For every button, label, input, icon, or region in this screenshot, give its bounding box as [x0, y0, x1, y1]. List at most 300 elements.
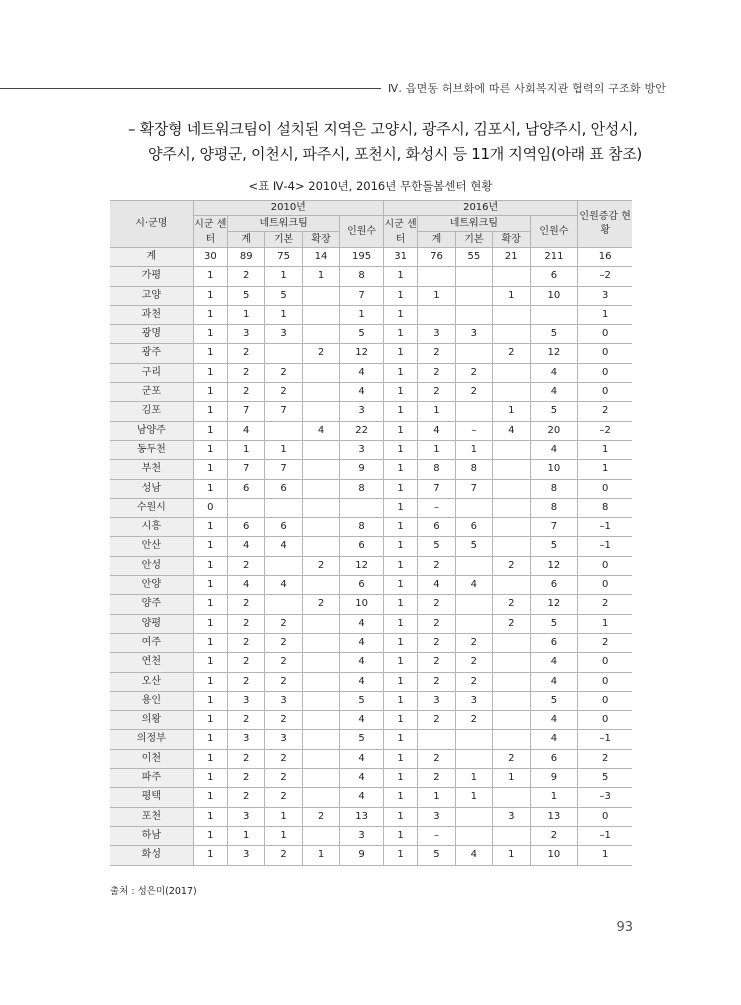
- table-cell: 4: [340, 633, 384, 652]
- region-name-cell: 가평: [110, 267, 193, 286]
- table-cell: 0: [578, 363, 632, 382]
- table-cell: 7: [265, 460, 302, 479]
- table-cell: 2: [418, 769, 455, 788]
- table-cell: 2: [455, 711, 492, 730]
- table-row: [110, 846, 632, 865]
- table-cell: 2: [455, 633, 492, 652]
- header-region: 시·군명: [110, 201, 193, 248]
- table-cell: –: [455, 421, 492, 440]
- table-cell: 1: [455, 769, 492, 788]
- table-row: [110, 788, 632, 807]
- table-cell: [340, 498, 384, 517]
- table-cell: 1: [193, 421, 227, 440]
- table-cell: 0: [578, 653, 632, 672]
- region-name-cell: 고양: [110, 286, 193, 305]
- table-row: [110, 537, 632, 556]
- table-cell: 2: [227, 267, 264, 286]
- table-cell: 4: [418, 421, 455, 440]
- region-name-cell: 남양주: [110, 421, 193, 440]
- table-cell: 3: [418, 691, 455, 710]
- table-cell: 2: [418, 556, 455, 575]
- table-cell: 1: [193, 807, 227, 826]
- table-cell: 9: [530, 769, 578, 788]
- table-cell: [455, 595, 492, 614]
- table-cell: [493, 672, 530, 691]
- table-cell: 1: [578, 440, 632, 459]
- table-row: [110, 479, 632, 498]
- table-cell: 75: [265, 248, 302, 267]
- table-cell: [455, 614, 492, 633]
- table-cell: [493, 440, 530, 459]
- table-cell: 1: [265, 267, 302, 286]
- table-cell: 8: [530, 498, 578, 517]
- table-cell: 0: [578, 807, 632, 826]
- table-cell: [455, 267, 492, 286]
- table-cell: 21: [493, 248, 530, 267]
- table-cell: 7: [227, 402, 264, 421]
- table-cell: [493, 711, 530, 730]
- table-cell: 89: [227, 248, 264, 267]
- table-cell: [302, 363, 339, 382]
- table-cell: –1: [578, 518, 632, 537]
- table-cell: 1: [193, 460, 227, 479]
- table-cell: 1: [578, 846, 632, 865]
- table-cell: 4: [340, 711, 384, 730]
- table-cell: 4: [302, 421, 339, 440]
- table-cell: 4: [340, 769, 384, 788]
- table-cell: 2: [418, 672, 455, 691]
- table-cell: –: [418, 498, 455, 517]
- table-cell: 12: [340, 556, 384, 575]
- table-cell: [302, 672, 339, 691]
- table-cell: [455, 556, 492, 575]
- table-cell: 5: [530, 325, 578, 344]
- page-number: 93: [616, 920, 633, 935]
- table-cell: 2: [227, 788, 264, 807]
- region-name-cell: 김포: [110, 402, 193, 421]
- table-cell: [493, 788, 530, 807]
- region-name-cell: 부천: [110, 460, 193, 479]
- table-cell: [265, 556, 302, 575]
- table-cell: 1: [383, 479, 417, 498]
- table-cell: 1: [193, 595, 227, 614]
- table-row: [110, 595, 632, 614]
- table-cell: 2: [302, 807, 339, 826]
- table-cell: [493, 305, 530, 324]
- table-source: 출처 : 성은미(2017): [110, 886, 197, 897]
- table-row: [110, 363, 632, 382]
- table-cell: [418, 267, 455, 286]
- table-row: [110, 691, 632, 710]
- table-cell: 1: [455, 788, 492, 807]
- table-cell: 2: [265, 363, 302, 382]
- header-expand-2010: 확장: [302, 232, 339, 248]
- table-cell: 0: [193, 498, 227, 517]
- header-basic-2016: 기본: [455, 232, 492, 248]
- region-name-cell: 수원시: [110, 498, 193, 517]
- header-total-2010: 계: [227, 232, 264, 248]
- table-cell: 2: [578, 749, 632, 768]
- table-body: [110, 248, 632, 866]
- table-cell: 2: [455, 653, 492, 672]
- table-cell: 1: [383, 286, 417, 305]
- table-cell: [455, 402, 492, 421]
- table-cell: 2: [265, 672, 302, 691]
- table-cell: [302, 498, 339, 517]
- table-cell: 2: [265, 653, 302, 672]
- table-cell: [265, 421, 302, 440]
- table-cell: 2: [530, 826, 578, 845]
- table-cell: 6: [340, 537, 384, 556]
- table-row: [110, 653, 632, 672]
- table-cell: 2: [302, 556, 339, 575]
- table-row: [110, 383, 632, 402]
- table-cell: [493, 691, 530, 710]
- table-cell: 1: [418, 402, 455, 421]
- table-cell: 55: [455, 248, 492, 267]
- table-cell: 2: [227, 383, 264, 402]
- header-staff-2016: 인원수: [530, 216, 578, 248]
- table-row: [110, 286, 632, 305]
- table-row: [110, 498, 632, 517]
- table-cell: [493, 537, 530, 556]
- table-cell: 3: [227, 807, 264, 826]
- table-cell: 2: [418, 614, 455, 633]
- table-cell: 1: [265, 440, 302, 459]
- table-cell: [493, 498, 530, 517]
- table-cell: 2: [227, 614, 264, 633]
- table-cell: 2: [302, 344, 339, 363]
- table-cell: 1: [193, 325, 227, 344]
- region-name-cell: 여주: [110, 633, 193, 652]
- header-rule: [0, 88, 381, 89]
- region-name-cell: 광주: [110, 344, 193, 363]
- table-cell: 1: [383, 691, 417, 710]
- table-cell: 6: [530, 749, 578, 768]
- table-cell: [302, 286, 339, 305]
- table-cell: 1: [383, 730, 417, 749]
- table-cell: [302, 460, 339, 479]
- table-cell: [302, 826, 339, 845]
- table-cell: 2: [418, 633, 455, 652]
- table-cell: 0: [578, 711, 632, 730]
- region-name-cell: 동두천: [110, 440, 193, 459]
- table-row: [110, 344, 632, 363]
- table-cell: 1: [265, 826, 302, 845]
- table-cell: 6: [418, 518, 455, 537]
- table-cell: [455, 807, 492, 826]
- table-cell: [302, 788, 339, 807]
- table-cell: 1: [418, 286, 455, 305]
- table-cell: 211: [530, 248, 578, 267]
- table-cell: [493, 826, 530, 845]
- table-row: [110, 769, 632, 788]
- table-cell: 5: [418, 846, 455, 865]
- table-cell: 4: [340, 788, 384, 807]
- table-cell: 2: [578, 595, 632, 614]
- table-cell: 2: [418, 595, 455, 614]
- table-cell: –1: [578, 537, 632, 556]
- region-name-cell: 광명: [110, 325, 193, 344]
- table-cell: [493, 363, 530, 382]
- table-cell: 3: [227, 691, 264, 710]
- region-name-cell: 화성: [110, 846, 193, 865]
- table-cell: 4: [227, 537, 264, 556]
- region-name-cell: 포천: [110, 807, 193, 826]
- region-name-cell: 이천: [110, 749, 193, 768]
- table-cell: [493, 460, 530, 479]
- table-cell: 12: [340, 344, 384, 363]
- table-cell: 4: [227, 576, 264, 595]
- table-cell: 1: [383, 846, 417, 865]
- table-cell: 1: [193, 711, 227, 730]
- table-cell: 2: [418, 344, 455, 363]
- table-cell: 6: [530, 267, 578, 286]
- body-text-line-2: 양주시, 양평군, 이천시, 파주시, 포천시, 화성시 등 11개 지역임(아래 표 참조): [148, 145, 642, 163]
- table-cell: 1: [383, 498, 417, 517]
- table-cell: 1: [193, 633, 227, 652]
- table-cell: 2: [455, 383, 492, 402]
- table-cell: 1: [578, 460, 632, 479]
- table-cell: 2: [265, 614, 302, 633]
- table-cell: 1: [383, 653, 417, 672]
- table-cell: 2: [227, 749, 264, 768]
- table-row: [110, 711, 632, 730]
- table-cell: 5: [340, 730, 384, 749]
- table-cell: 10: [530, 846, 578, 865]
- table-cell: 8: [455, 460, 492, 479]
- table-cell: 1: [227, 440, 264, 459]
- table-cell: 7: [455, 479, 492, 498]
- table-cell: 2: [227, 672, 264, 691]
- table-cell: 12: [530, 595, 578, 614]
- table-cell: 3: [340, 440, 384, 459]
- table-cell: 2: [493, 344, 530, 363]
- table-cell: 1: [530, 788, 578, 807]
- table-cell: 1: [383, 788, 417, 807]
- table-cell: 1: [193, 440, 227, 459]
- table-cell: 1: [383, 383, 417, 402]
- table-cell: –2: [578, 267, 632, 286]
- table-cell: 4: [418, 576, 455, 595]
- table-cell: 4: [455, 576, 492, 595]
- table-cell: 20: [530, 421, 578, 440]
- table-cell: 1: [193, 556, 227, 575]
- table-cell: 10: [340, 595, 384, 614]
- table-cell: 4: [340, 672, 384, 691]
- table-cell: 6: [530, 633, 578, 652]
- table-cell: 5: [530, 691, 578, 710]
- table-cell: 2: [302, 595, 339, 614]
- table-cell: 6: [227, 518, 264, 537]
- table-cell: 2: [418, 363, 455, 382]
- table-cell: 2: [455, 672, 492, 691]
- table-cell: [455, 826, 492, 845]
- region-name-cell: 계: [110, 248, 193, 267]
- table-cell: 1: [193, 653, 227, 672]
- table-cell: 8: [530, 479, 578, 498]
- table-row: [110, 672, 632, 691]
- table-cell: [530, 305, 578, 324]
- table-cell: 1: [493, 286, 530, 305]
- table-cell: 1: [383, 576, 417, 595]
- table-cell: 1: [193, 691, 227, 710]
- table-cell: 6: [455, 518, 492, 537]
- table-cell: 3: [493, 807, 530, 826]
- table-cell: 1: [383, 344, 417, 363]
- table-cell: 4: [340, 749, 384, 768]
- table-cell: 1: [383, 826, 417, 845]
- table-cell: 3: [265, 730, 302, 749]
- table-cell: 2: [227, 653, 264, 672]
- table-cell: 1: [193, 730, 227, 749]
- table-cell: 2: [227, 595, 264, 614]
- table-cell: 2: [227, 344, 264, 363]
- table-cell: 2: [493, 595, 530, 614]
- table-cell: 8: [418, 460, 455, 479]
- region-name-cell: 의왕: [110, 711, 193, 730]
- table-cell: [302, 653, 339, 672]
- table-cell: 2: [493, 556, 530, 575]
- table-cell: 3: [265, 691, 302, 710]
- table-cell: 2: [455, 363, 492, 382]
- table-cell: 1: [193, 614, 227, 633]
- table-cell: 1: [193, 479, 227, 498]
- table-cell: 5: [265, 286, 302, 305]
- table-cell: [302, 537, 339, 556]
- table-cell: 3: [455, 691, 492, 710]
- header-center-2016: 시군 센터: [383, 216, 417, 248]
- table-cell: [493, 383, 530, 402]
- table-cell: 1: [383, 537, 417, 556]
- table-row: [110, 248, 632, 267]
- table-cell: [302, 440, 339, 459]
- table-cell: 5: [418, 537, 455, 556]
- table-cell: 16: [578, 248, 632, 267]
- table-cell: 4: [530, 383, 578, 402]
- table-cell: 3: [455, 325, 492, 344]
- table-cell: [493, 730, 530, 749]
- table-cell: 0: [578, 344, 632, 363]
- table-cell: 1: [302, 846, 339, 865]
- table-cell: 1: [383, 440, 417, 459]
- table-cell: [302, 691, 339, 710]
- table-cell: 6: [340, 576, 384, 595]
- table-cell: 1: [418, 788, 455, 807]
- table-cell: [455, 344, 492, 363]
- table-cell: [302, 711, 339, 730]
- header-network-2016: 네트워크팀: [418, 216, 530, 232]
- table-cell: 7: [530, 518, 578, 537]
- region-name-cell: 평택: [110, 788, 193, 807]
- table-cell: 195: [340, 248, 384, 267]
- table-cell: 2: [265, 749, 302, 768]
- table-cell: 2: [265, 383, 302, 402]
- region-name-cell: 구리: [110, 363, 193, 382]
- region-name-cell: 안양: [110, 576, 193, 595]
- table-cell: 2: [418, 711, 455, 730]
- table-cell: 7: [418, 479, 455, 498]
- table-cell: 1: [383, 460, 417, 479]
- table-cell: 1: [193, 286, 227, 305]
- table-cell: 1: [383, 633, 417, 652]
- table-cell: 1: [383, 421, 417, 440]
- table-cell: 4: [530, 363, 578, 382]
- table-cell: 30: [193, 248, 227, 267]
- table-row: [110, 730, 632, 749]
- table-row: [110, 402, 632, 421]
- table-row: [110, 614, 632, 633]
- region-name-cell: 시흥: [110, 518, 193, 537]
- table-cell: 1: [227, 826, 264, 845]
- table-cell: 5: [340, 691, 384, 710]
- table-cell: 0: [578, 576, 632, 595]
- region-name-cell: 안성: [110, 556, 193, 575]
- table-cell: 1: [340, 305, 384, 324]
- table-cell: [265, 344, 302, 363]
- table-cell: 4: [227, 421, 264, 440]
- table-cell: 1: [193, 788, 227, 807]
- table-cell: [302, 769, 339, 788]
- table-cell: [455, 305, 492, 324]
- table-cell: 1: [193, 769, 227, 788]
- table-cell: 0: [578, 672, 632, 691]
- table-cell: 4: [530, 653, 578, 672]
- table-cell: 5: [530, 402, 578, 421]
- table-cell: [302, 383, 339, 402]
- table-row: [110, 440, 632, 459]
- table-cell: 1: [383, 267, 417, 286]
- table-cell: 3: [578, 286, 632, 305]
- table-cell: 2: [265, 711, 302, 730]
- table-cell: [265, 498, 302, 517]
- region-name-cell: 용인: [110, 691, 193, 710]
- table-cell: [418, 305, 455, 324]
- header-2016: 2016년: [383, 201, 577, 216]
- table-cell: 0: [578, 325, 632, 344]
- table-cell: 1: [265, 305, 302, 324]
- table-cell: 2: [418, 383, 455, 402]
- table-cell: 1: [193, 846, 227, 865]
- table-cell: 4: [340, 383, 384, 402]
- table-cell: 1: [193, 672, 227, 691]
- table-cell: 12: [530, 344, 578, 363]
- table-row: [110, 325, 632, 344]
- table-row: [110, 807, 632, 826]
- table-cell: 2: [265, 769, 302, 788]
- table-cell: 1: [193, 305, 227, 324]
- table-cell: 1: [383, 305, 417, 324]
- table-cell: 1: [578, 305, 632, 324]
- table-cell: 3: [340, 402, 384, 421]
- table-cell: 4: [265, 537, 302, 556]
- table-cell: 5: [340, 325, 384, 344]
- region-name-cell: 오산: [110, 672, 193, 691]
- table-cell: 3: [340, 826, 384, 845]
- table-cell: 1: [383, 614, 417, 633]
- table-cell: 1: [193, 576, 227, 595]
- table-cell: [302, 305, 339, 324]
- table-cell: 76: [418, 248, 455, 267]
- table-cell: 12: [530, 556, 578, 575]
- table-row: [110, 421, 632, 440]
- table-cell: 3: [418, 325, 455, 344]
- table-cell: [265, 595, 302, 614]
- table-cell: 0: [578, 383, 632, 402]
- table-cell: [493, 267, 530, 286]
- table-row: [110, 460, 632, 479]
- table-row: [110, 267, 632, 286]
